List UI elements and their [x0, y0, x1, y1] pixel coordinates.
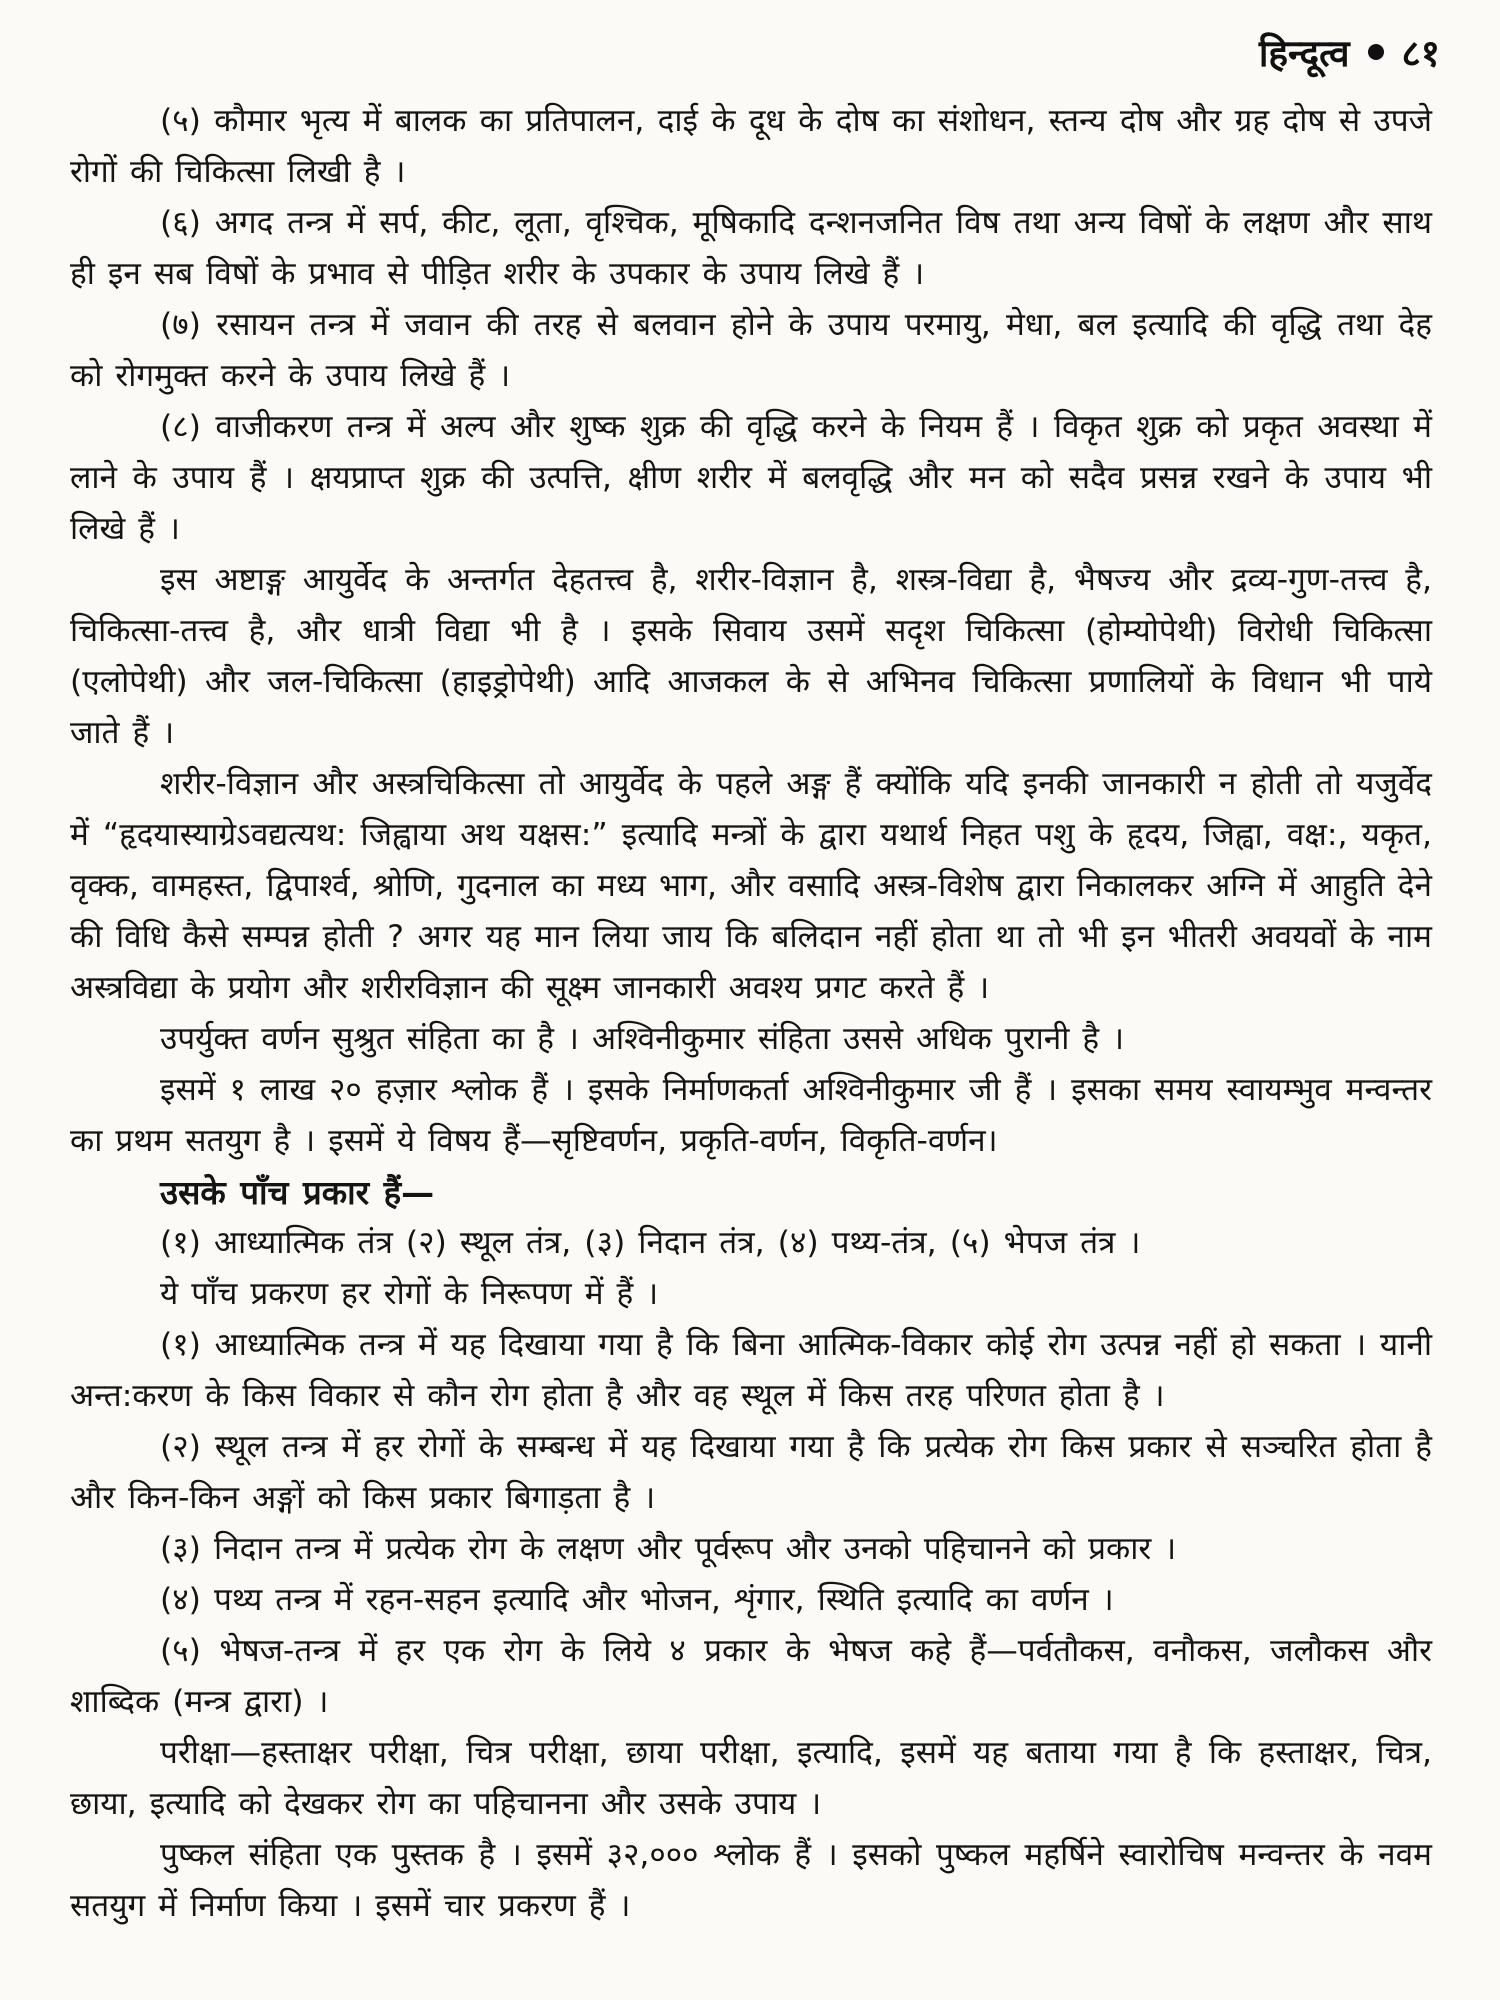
paragraph-sushrut-samhita: उपर्युक्त वर्णन सुश्रुत संहिता का है । अश्विनीकुमार संहिता उससे अधिक पुरानी है । — [160, 1021, 1125, 1057]
paragraph-adhyatmik-tantra: (१) आध्यात्मिक तन्त्र में यह दिखाया गया है कि बिना आत्मिक-विकार कोई रोग उत्पन्न नहीं हो सकता । यानी अन्त:करण के किस विकार से कौन रोग होता है और वह स्थूल में किस तरह परिणत होता है । — [70, 1327, 1432, 1414]
running-title: हिन्दूत्व — [1258, 32, 1350, 75]
paragraph-ashtang-ayurved: इस अष्टाङ्ग आयुर्वेद के अन्तर्गत देहतत्त्व है, शरीर-विज्ञान है, शस्त्र-विद्या है, भैषज्य और द्रव्य-गुण-तत्त्व है, चिकित्सा-तत्त्व है, और धात्री विद्या भी है । इसके सिवाय उसमें सदृश चिकित्सा (होम्योपेथी) विरोधी चिकित्सा (एलोपेथी) और जल-चिकित्सा (हाइड्रोपेथी) आदि आजकल के से अभिनव चिकित्सा प्रणालियों के विधान भी पाये जाते हैं । — [70, 562, 1432, 751]
paragraph-kaumar-bhritya: (५) कौमार भृत्य में बालक का प्रतिपालन, दाई के दूध के दोष का संशोधन, स्तन्य दोष और ग्रह दोष से उपजे रोगों की चिकित्सा लिखी है । — [70, 103, 1432, 190]
paragraph-five-prakaran: ये पाँच प्रकरण हर रोगों के निरूपण में हैं । — [160, 1276, 659, 1312]
subheading-five-types: उसके पाँच प्रकार हैं— — [160, 1173, 435, 1212]
page-header — [1259, 26, 1440, 77]
paragraph-pushkal-samhita: पुष्कल संहिता एक पुस्तक है । इसमें ३२,००० श्लोक हैं । इसको पुष्कल महर्षिने स्वारोचिष मन्वन्तर के नवम सतयुग में निर्माण किया । इसमें चार प्रकरण हैं । — [70, 1837, 1432, 1924]
paragraph-ashvinikumar: इसमें १ लाख २० हज़ार श्लोक हैं । इसके निर्माणकर्ता अश्विनीकुमार जी हैं । इसका समय स्वायम्भुव मन्वन्तर का प्रथम सतयुग है । इसमें ये विषय हैं—सृष्टिवर्णन, प्रकृति-वर्णन, विकृति-वर्णन। — [70, 1072, 1432, 1159]
paragraph-tantra-list: (१) आध्यात्मिक तंत्र (२) स्थूल तंत्र, (३) निदान तंत्र, (४) पथ्य-तंत्र, (५) भेपज तंत्र । — [160, 1225, 1141, 1261]
paragraph-agad-tantra: (६) अगद तन्त्र में सर्प, कीट, लूता, वृश्चिक, मूषिकादि दन्शनजनित विष तथा अन्य विषों के लक्षण और साथ ही इन सब विषों के प्रभाव से पीड़ित शरीर के उपकार के उपाय लिखे हैं । — [70, 205, 1432, 292]
paragraph-rasayan-tantra: (७) रसायन तन्त्र में जवान की तरह से बलवान होने के उपाय परमायु, मेधा, बल इत्यादि की वृद्धि तथा देह को रोगमुक्त करने के उपाय लिखे हैं । — [70, 307, 1432, 394]
bullet-separator — [1368, 44, 1384, 60]
paragraph-pathya-tantra: (४) पथ्य तन्त्र में रहन-सहन इत्यादि और भोजन, शृंगार, स्थिति इत्यादि का वर्णन । — [160, 1582, 1114, 1618]
paragraph-sthool-tantra: (२) स्थूल तन्त्र में हर रोगों के सम्बन्ध में यह दिखाया गया है कि प्रत्येक रोग किस प्रकार से सञ्चरित होता है और किन-किन अङ्गों को किस प्रकार बिगाड़ता है । — [70, 1429, 1432, 1516]
paragraph-pariksha: परीक्षा—हस्ताक्षर परीक्षा, चित्र परीक्षा, छाया परीक्षा, इत्यादि, इसमें यह बताया गया है कि हस्ताक्षर, चित्र, छाया, इत्यादि को देखकर रोग का पहिचानना और उसके उपाय । — [70, 1735, 1432, 1822]
paragraph-vajikaran-tantra: (८) वाजीकरण तन्त्र में अल्प और शुष्क शुक्र की वृद्धि करने के नियम हैं । विकृत शुक्र को प्रकृत अवस्था में लाने के उपाय हैं । क्षयप्राप्त शुक्र की उत्पत्ति, क्षीण शरीर में बलवृद्धि और मन को सदैव प्रसन्न रखने के उपाय भी लिखे हैं । — [70, 409, 1432, 547]
page-number: ८१ — [1401, 32, 1440, 75]
paragraph-nidan-tantra: (३) निदान तन्त्र में प्रत्येक रोग के लक्षण और पूर्वरूप और उनको पहिचानने को प्रकार । — [160, 1531, 1177, 1567]
paragraph-sharir-vigyan: शरीर-विज्ञान और अस्त्रचिकित्सा तो आयुर्वेद के पहले अङ्ग हैं क्योंकि यदि इनकी जानकारी न होती तो यजुर्वेद में “हृदयास्याग्रेऽवद्यत्यथ: जिह्वाया अथ यक्षस:” इत्यादि मन्त्रों के द्वारा यथार्थ निहत पशु के हृदय, जिह्वा, वक्ष:, यकृत, वृक्क, वामहस्त, द्विपार्श्व, श्रोणि, गुदनाल का मध्य भाग, और वसादि अस्त्र-विशेष द्वारा निकालकर अग्नि में आहुति देने की विधि कैसे सम्पन्न होती ? अगर यह मान लिया जाय कि बलिदान नहीं होता था तो भी इन भीतरी अवयवों के नाम अस्त्रविद्या के प्रयोग और शरीरविज्ञान की सूक्ष्म जानकारी अवश्य प्रगट करते हैं । — [70, 766, 1432, 1006]
page-body — [70, 96, 1432, 1932]
paragraph-bheshaj-tantra: (५) भेषज-तन्त्र में हर एक रोग के लिये ४ प्रकार के भेषज कहे हैं—पर्वतौकस, वनौकस, जलौकस और शाब्दिक (मन्त्र द्वारा) । — [70, 1633, 1432, 1720]
